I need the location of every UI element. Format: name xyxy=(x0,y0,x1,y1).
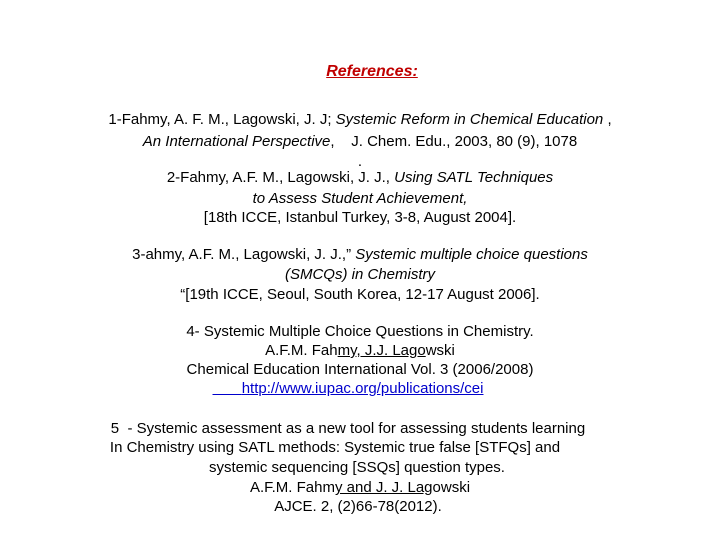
ref5-line2: In Chemistry using SATL methods: Systemic true false [STFQs] and xyxy=(109,439,561,456)
ref1-line2 xyxy=(0,132,720,151)
ref2-title-b: to Assess Student Achievement, xyxy=(252,190,468,207)
ref1-journal: , J. Chem. Edu., 2003, 80 (9), 1078 xyxy=(330,133,578,150)
ref4-authors-c: wski xyxy=(425,342,455,359)
ref2-line2 xyxy=(0,189,720,208)
ref3-title-b: (SMCQs) in Chemistry xyxy=(284,266,435,283)
ref5-authors-c: owski xyxy=(432,479,471,496)
ref1-title-b: An International Perspective xyxy=(142,133,331,150)
ref1-line1 xyxy=(0,110,720,129)
cei-link-text[interactable]: http://www.iupac.org/publications/cei xyxy=(241,380,484,397)
ref1-authors: 1-Fahmy, A. F. M., Lagowski, J. J; xyxy=(108,111,336,128)
ref3-line3: “[19th ICCE, Seoul, South Korea, 12-17 August 2006]. xyxy=(180,286,540,303)
ref1-comma: , xyxy=(603,111,612,128)
ref5-authors xyxy=(0,478,720,497)
ref3-line2 xyxy=(0,265,720,284)
ref4-line3: Chemical Education International Vol. 3 (2006/2008) xyxy=(186,361,534,378)
ref3-title-a: Systemic multiple choice questions xyxy=(355,246,588,263)
ref2-line3: [18th ICCE, Istanbul Turkey, 3-8, August 2004]. xyxy=(203,209,517,226)
ref3-authors: 3-ahmy, A.F. M., Lagowski, J. J.,” xyxy=(132,246,356,263)
ref4-line1: 4- Systemic Multiple Choice Questions in Chemistry. xyxy=(186,323,534,340)
ref1-dot: . xyxy=(357,153,363,170)
ref5-authors-a: A.F.M. Fahm xyxy=(249,479,335,496)
ref2-line1 xyxy=(0,168,720,187)
ref3-line1 xyxy=(0,245,720,264)
ref5-line1: 5 - Systemic assessment as a new tool for assessing students learning xyxy=(110,420,586,437)
ref5-line5: AJCE. 2, (2)66-78(2012). xyxy=(274,498,442,515)
ref2-title-a: Using SATL Techniques xyxy=(394,169,554,186)
ref5-authors-underlined: y and J. J. Lag xyxy=(334,479,433,496)
ref4-link-line xyxy=(0,379,708,398)
ref4-authors-a: A.F.M. Fah xyxy=(265,342,338,359)
ref2-authors: 2-Fahmy, A.F. M., Lagowski, J. J., xyxy=(166,169,395,186)
ref4-authors xyxy=(0,341,720,360)
references-title: References: xyxy=(326,63,418,80)
ref1-title-a: Systemic Reform in Chemical Education xyxy=(335,111,604,128)
cei-link[interactable] xyxy=(213,380,484,397)
ref5-line3: systemic sequencing [SSQs] question types. xyxy=(209,459,505,476)
ref4-authors-underlined: my, J.J. Lago xyxy=(337,342,426,359)
